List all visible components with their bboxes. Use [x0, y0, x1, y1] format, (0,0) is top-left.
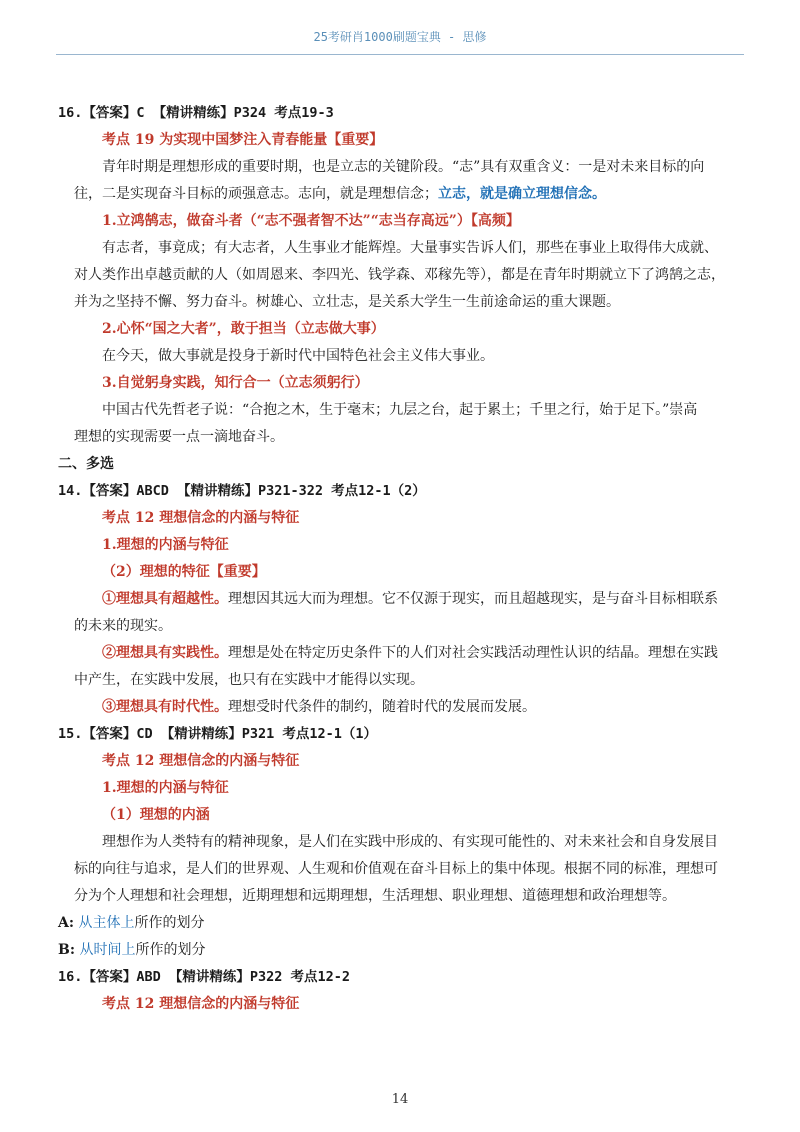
q15-sub2-heading: （1）理想的内涵 [102, 807, 210, 823]
q16-para2-line3: 并为之坚持不懈、努力奋斗。树雄心、立壮志，是关系大学生一生前途命运的重大课题。 [74, 294, 620, 310]
q14-sub2-heading: （2）理想的特征【重要】 [102, 564, 266, 580]
q16-para1-line2-text: 往，二是实现奋斗目标的顽强意志。志向，就是理想信念； [74, 186, 438, 202]
q14-item3-line1 [74, 694, 726, 721]
q15-option-b-label: B: [58, 942, 76, 958]
q14-item2-line2: 中产生，在实践中发展，也只有在实践中才能得以实现。 [74, 672, 424, 688]
q16-sub2-heading: 2.心怀“国之大者”，敢于担当（立志做大事） [102, 321, 385, 337]
q15-option-a [58, 910, 726, 937]
page-body [58, 100, 726, 1018]
q16-kaodian-heading: 考点 19 为实现中国梦注入青春能量【重要】 [102, 132, 384, 148]
q15-para-line3: 分为个人理想和社会理想，近期理想和远期理想，生活理想、职业理想、道德理想和政治理想等。 [74, 888, 676, 904]
q16b-answer-line: 16.【答案】ABD 【精讲精练】P322 考点12-2 [58, 969, 351, 985]
q16-para4-line2: 理想的实现需要一点一滴地奋斗。 [74, 429, 284, 445]
q14-kaodian-heading: 考点 12 理想信念的内涵与特征 [102, 510, 300, 526]
q16-para3: 在今天，做大事就是投身于新时代中国特色社会主义伟大事业。 [102, 348, 494, 364]
q14-item1-head: ①理想具有超越性。 [102, 591, 228, 607]
q14-item3-text: 理想受时代条件的制约，随着时代的发展而发展。 [228, 699, 536, 715]
header-divider [56, 54, 744, 55]
q14-item1-line1 [74, 586, 726, 613]
q14-item3-head: ③理想具有时代性。 [102, 699, 228, 715]
q14-item2-head: ②理想具有实践性。 [102, 645, 228, 661]
q14-item1-line2: 的未来的现实。 [74, 618, 172, 634]
q15-option-b-text: 所作的划分 [135, 942, 206, 958]
running-header: 25考研肖1000刷题宝典 - 思修 [313, 30, 487, 44]
q14-item1-text: 理想因其远大而为理想。它不仅源于现实，而且超越现实，是与奋斗目标相联系 [228, 591, 718, 607]
q14-sub1-heading: 1.理想的内涵与特征 [102, 537, 229, 553]
q16-para1-highlight: 立志，就是确立理想信念。 [438, 186, 606, 202]
q16-para2-line2: 对人类作出卓越贡献的人（如周恩来、李四光、钱学森、邓稼先等），都是在青年时期就立下了鸿鹄之志， [74, 267, 725, 283]
q15-kaodian-heading: 考点 12 理想信念的内涵与特征 [102, 753, 300, 769]
q15-option-a-text: 所作的划分 [134, 915, 205, 931]
q15-sub1-heading: 1.理想的内涵与特征 [102, 780, 229, 796]
q15-option-b [58, 937, 726, 964]
q15-option-a-highlight: 从主体上 [78, 915, 135, 931]
q16-para1-line1: 青年时期是理想形成的重要时期，也是立志的关键阶段。“志”具有双重含义：一是对未来目标的向 [102, 159, 705, 175]
q16-para2-line1: 有志者，事竟成；有大志者，人生事业才能辉煌。大量事实告诉人们，那些在事业上取得伟大成就、 [102, 240, 718, 256]
q14-answer-line: 14.【答案】ABCD 【精讲精练】P321-322 考点12-1（2） [58, 483, 426, 499]
q16-para1-line2 [74, 181, 726, 208]
q15-para-line1: 理想作为人类特有的精神现象，是人们在实践中形成的、有实现可能性的、对未来社会和自身发展目 [102, 834, 718, 850]
q15-option-b-highlight: 从时间上 [79, 942, 136, 958]
section-heading-multiple-choice: 二、多选 [58, 456, 114, 472]
page-number: 14 [391, 1092, 409, 1107]
q16-answer-line: 16.【答案】C 【精讲精练】P324 考点19-3 [58, 105, 334, 121]
q16b-kaodian-heading: 考点 12 理想信念的内涵与特征 [102, 996, 300, 1012]
q15-option-a-label: A: [58, 915, 75, 931]
q16-sub3-heading: 3.自觉躬身实践，知行合一（立志须躬行） [102, 375, 369, 391]
q15-answer-line: 15.【答案】CD 【精讲精练】P321 考点12-1（1） [58, 726, 378, 742]
q16-para4-line1: 中国古代先哲老子说：“合抱之木，生于毫末；九层之台，起于累土；千里之行，始于足下。”崇高 [102, 402, 698, 418]
q15-para-line2: 标的向往与追求，是人们的世界观、人生观和价值观在奋斗目标上的集中体现。根据不同的标准，理想可 [74, 861, 718, 877]
q14-item2-text: 理想是处在特定历史条件下的人们对社会实践活动理性认识的结晶。理想在实践 [228, 645, 718, 661]
q16-sub1-heading: 1.立鸿鹄志，做奋斗者（“志不强者智不达”“志当存高远”）【高频】 [102, 213, 520, 229]
q14-item2-line1 [74, 640, 726, 667]
